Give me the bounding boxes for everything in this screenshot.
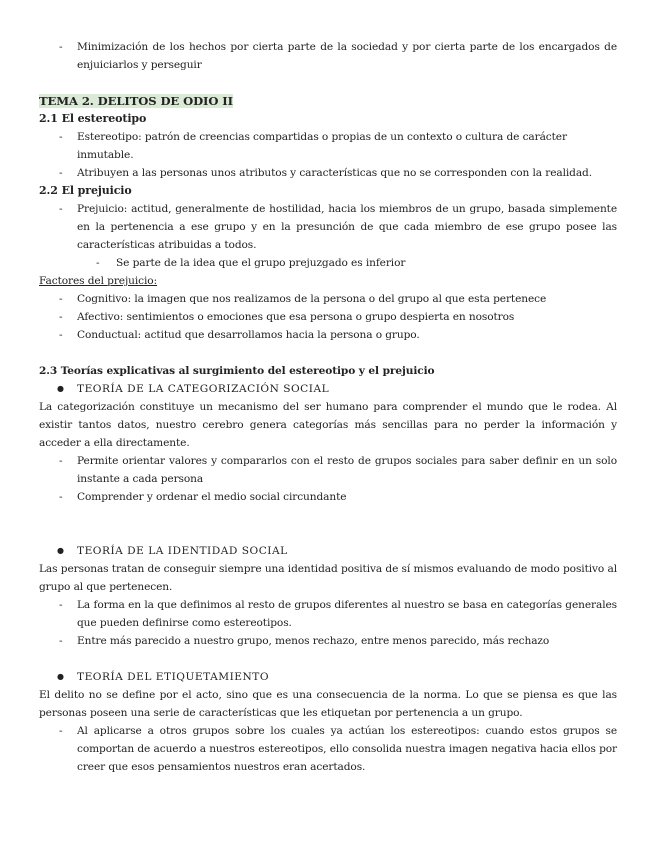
factores-heading: Factores del prejuicio: — [39, 275, 158, 287]
sub-list-item: - Se parte de la idea que el grupo prejuzgado es inferior — [39, 254, 617, 272]
list-item: - La forma en la que definimos al resto de grupos diferentes al nuestro se basa en categorías generales que pueden definirse como estereotipos. — [39, 596, 617, 632]
theory-heading-identidad: ● TEORÍA DE LA IDENTIDAD SOCIAL — [39, 542, 617, 560]
list-item: - Conductual: actitud que desarrollamos hacia la persona o grupo. — [39, 326, 617, 344]
list-item: - Al aplicarse a otros grupos sobre los cuales ya actúan los estereotipos: cuando estos grupos se comportan de acuerdo a nuestros estereotipos, ello consolida nuestra imagen negativa hacia ellos por creer que esos pensamientos nuestros eran acertados. — [39, 722, 617, 776]
theory-paragraph: El delito no se define por el acto, sino que es una consecuencia de la norma. Lo que se piensa es que las personas poseen una serie de características que les etiquetan por pertenencia a un grupo. — [39, 689, 617, 719]
list-item: - Entre más parecido a nuestro grupo, menos rechazo, entre menos parecido, más rechazo — [39, 632, 617, 650]
chapter-title — [39, 92, 617, 110]
section-heading-2-1: 2.1 El estereotipo — [39, 112, 147, 125]
document-page — [39, 38, 617, 776]
theory-paragraph: Las personas tratan de conseguir siempre una identidad positiva de sí mismos evaluando de modo positivo al grupo al que pertenecen. — [39, 563, 617, 593]
list-item: - Atribuyen a las personas unos atributos y características que no se corresponden con la realidad. — [39, 164, 617, 182]
list-item: - Minimización de los hechos por cierta parte de la sociedad y por cierta parte de los encargados de enjuiciarlos y perseguir — [39, 38, 617, 74]
list-item: - Prejuicio: actitud, generalmente de hostilidad, hacia los miembros de un grupo, basada simplemente en la pertenencia a ese grupo y en la presunción de que cada miembro de ese grupo posee las características atribuidas a todos. — [39, 200, 617, 254]
theory-heading-categorizacion: ● TEORÍA DE LA CATEGORIZACIÓN SOCIAL — [39, 380, 617, 398]
theory-heading-etiquetamiento: ● TEORÍA DEL ETIQUETAMIENTO — [39, 668, 617, 686]
list-item: - Comprender y ordenar el medio social circundante — [39, 488, 617, 506]
list-item: - Afectivo: sentimientos o emociones que esa persona o grupo despierta en nosotros — [39, 308, 617, 326]
list-item: - Cognitivo: la imagen que nos realizamos de la persona o del grupo al que esta pertenece — [39, 290, 617, 308]
list-item: - Estereotipo: patrón de creencias compartidas o propias de un contexto o cultura de carácter inmutable. — [39, 128, 617, 164]
list-item: - Permite orientar valores y compararlos con el resto de grupos sociales para saber definir en un solo instante a cada persona — [39, 452, 617, 488]
section-heading-2-3: 2.3 Teorías explicativas al surgimiento del estereotipo y el prejuicio — [39, 365, 435, 377]
section-heading-2-2: 2.2 El prejuicio — [39, 184, 132, 197]
theory-paragraph: La categorización constituye un mecanismo del ser humano para comprender el mundo que le rodea. Al existir tantos datos, nuestro cerebro genera categorías más sencillas para no perder la información y acceder a ella directamente. — [39, 401, 617, 449]
chapter-title-text: TEMA 2. DELITOS DE ODIO II — [39, 94, 233, 108]
